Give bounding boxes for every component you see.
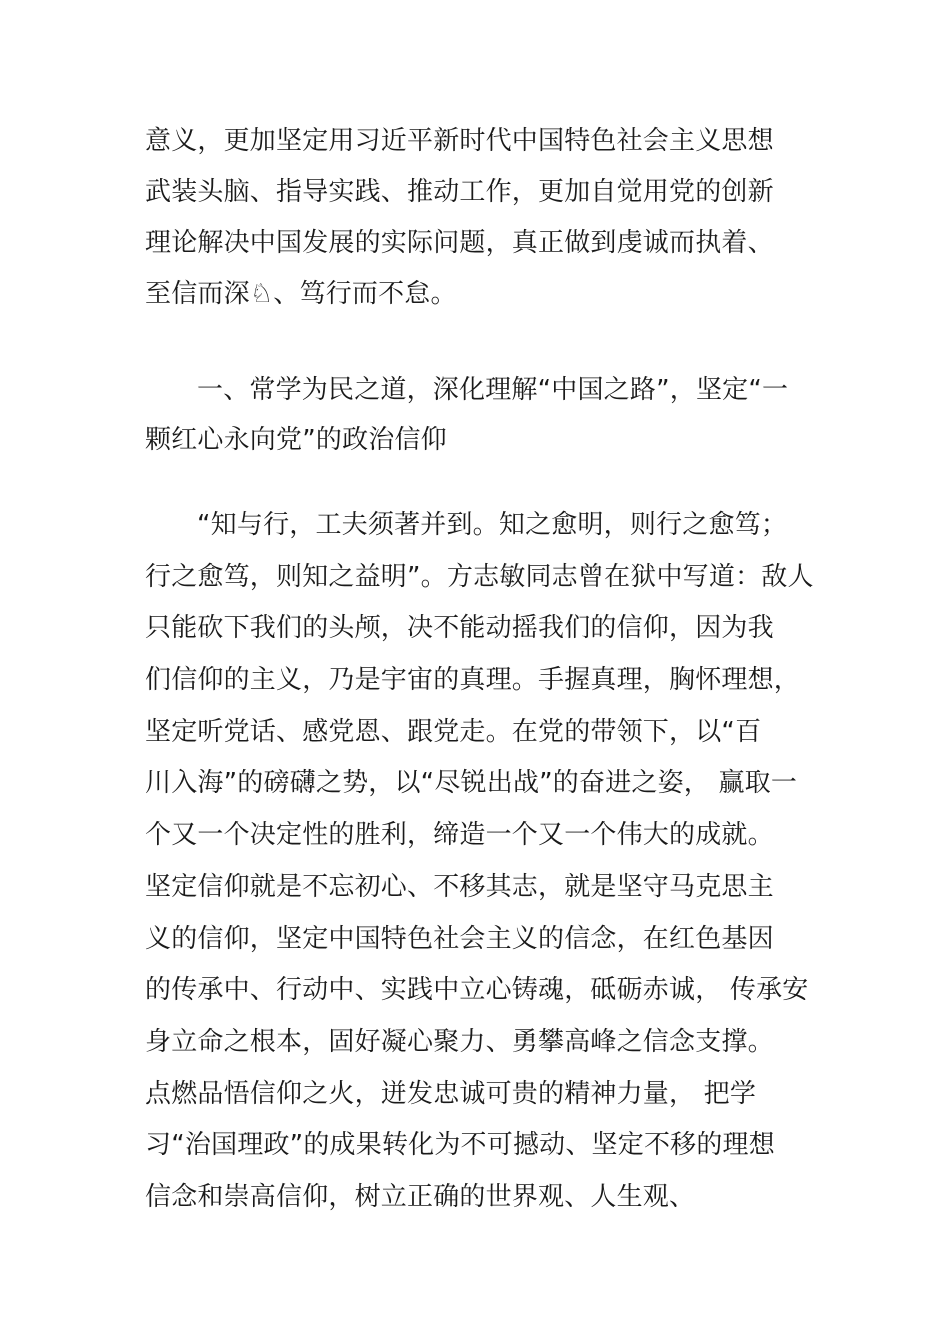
text-line: 只能砍下我们的头颅，决不能动摇我们的信仰，因为我 [145, 613, 774, 644]
body-paragraph-2 [145, 512, 825, 1236]
body-paragraph-1 [145, 128, 825, 332]
text-line: 坚定信仰就是不忘初心、不移其志，就是坚守马克思主 [145, 871, 774, 902]
text-line: 义的信仰，坚定中国特色社会主义的信念，在红色基因 [145, 923, 774, 954]
text-line: “知与行，工夫须著并到。知之愈明，则行之愈笃； [197, 510, 788, 540]
text-line: 个又一个决定性的胜利，缔造一个又一个伟大的成就。 [145, 820, 774, 851]
text-line: 至信而深♘、笃行而不怠。 [145, 279, 457, 309]
text-line: 理论解决中国发展的实际问题，真正做到虔诚而执着、 [145, 228, 774, 258]
text-line: 坚定听党话、感党恩、跟党走。在党的带领下，以“百 [145, 716, 762, 747]
text-line: 的传承中、行动中、实践中立心铸魂，砥砺赤诚， 传承安 [145, 975, 809, 1006]
text-line: 身立命之根本，固好凝心聚力、勇攀高峰之信念支撑。 [145, 1026, 774, 1057]
text-line: 们信仰的主义，乃是宇宙的真理。手握真理，胸怀理想， [145, 665, 801, 696]
heading-line: 一、常学为民之道，深化理解“中国之路”，坚定“一 [197, 375, 789, 405]
text-line: 行之愈笃，则知之益明”。方志敏同志曾在狱中写道：敌人 [145, 561, 814, 592]
text-line: 习“治国理政”的成果转化为不可撼动、坚定不移的理想 [145, 1130, 775, 1161]
text-line: 川入海”的磅礴之势，以“尽锐出战”的奋进之姿， 赢取一 [145, 768, 798, 799]
text-line: 信念和崇高信仰，树立正确的世界观、人生观、 [145, 1181, 696, 1212]
text-line: 点燃品悟信仰之火，迸发忠诚可贵的精神力量， 把学 [145, 1078, 757, 1109]
heading-line: 颗红心永向党”的政治信仰 [145, 425, 447, 455]
text-line: 武装头脑、指导实践、推动工作，更加自觉用党的创新 [145, 177, 774, 207]
text-line: 意义，更加坚定用习近平新时代中国特色社会主义思想 [145, 126, 774, 156]
section-heading [145, 377, 825, 477]
